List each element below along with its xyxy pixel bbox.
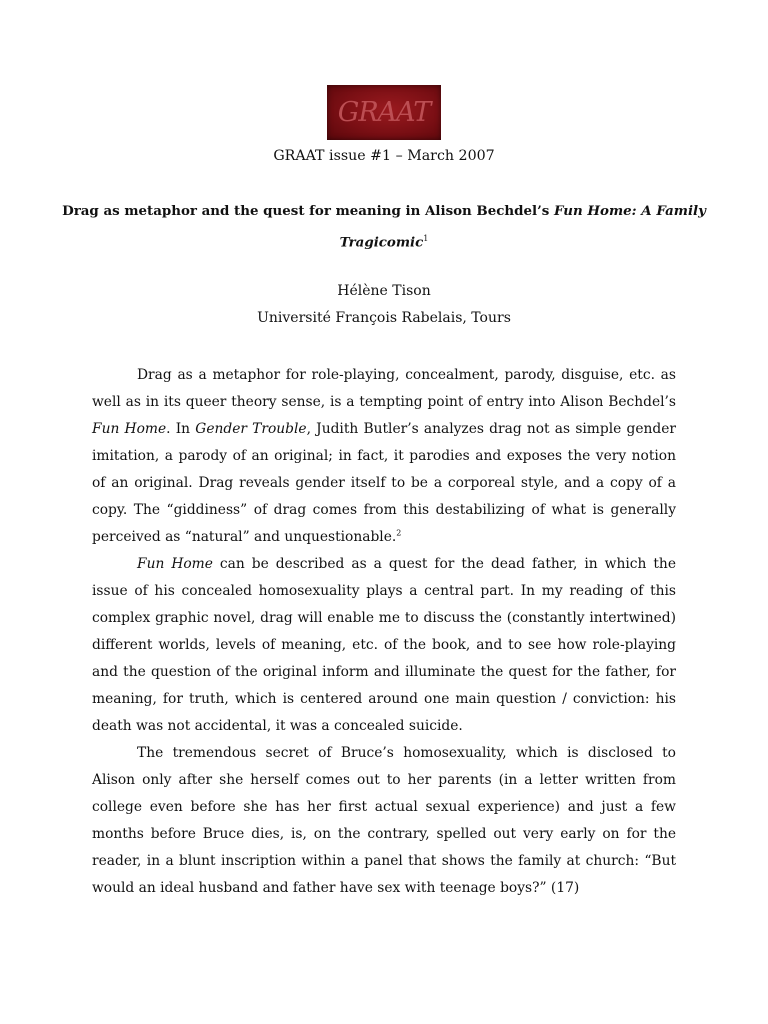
title-main: Drag as metaphor and the quest for meaning in Alison Bechdel’s [62,203,554,219]
paragraph-3: The tremendous secret of Bruce’s homosexuality, which is disclosed to Alison only after she herself comes out to her parents (in a letter written from college even before she has her first actual sexual experience) and just a few months before Bruce dies, is, on the contrary, spelled out very early on for the reader, in a blunt inscription within a panel that shows the family at church: “But would an ideal husband and father have sex with teenage boys?” (17) [92,745,676,896]
p1-text-c: . In [166,421,196,437]
title-italic: Fun Home: A Family Tragicomic [339,203,706,251]
p1-text-e: , Judith Butler’s analyzes drag not as simple gender imitation, a parody of an original; in fact, it parodies and exposes the very notion of an original. Drag reveals gender itself to be a corporeal style, and a copy of a copy. The “giddiness” of drag comes from this destabilizing of what is generally perceived as “natural” and unquestionable. [92,421,676,545]
p1-footnote-marker[interactable]: 2 [396,528,402,538]
p2-italic-fun-home: Fun Home [137,556,213,572]
title-footnote-marker[interactable]: 1 [423,234,429,243]
p2-text: can be described as a quest for the dead father, in which the issue of his concealed homosexuality plays a central part. In my reading of this complex graphic novel, drag will enable me to discuss the (constantly intertwined) different worlds, levels of meaning, etc. of the book, and to see how role-playing and the question of the original inform and illuminate the quest for the father, for meaning, for truth, which is centered around one main question / conviction: his death was not accidental, it was a concealed suicide. [92,556,676,734]
paragraph-2 [92,551,676,740]
issue-line: GRAAT issue #1 – March 2007 [273,148,495,164]
logo-text: GRAAT [337,97,431,128]
paragraph-1 [92,362,676,551]
article-body [92,362,676,902]
author-name: Hélène Tison [337,283,431,299]
author-affiliation: Université François Rabelais, Tours [257,310,511,326]
graat-logo [327,85,441,140]
p1-italic-fun-home: Fun Home [92,421,167,437]
article-title [60,198,708,256]
p1-text-a: Drag as a metaphor for role-playing, concealment, parody, disguise, etc. as well as in its queer theory sense, is a tempting point of entry into Alison Bechdel’s [92,367,676,410]
p1-italic-gender-trouble: Gender Trouble [195,421,307,437]
